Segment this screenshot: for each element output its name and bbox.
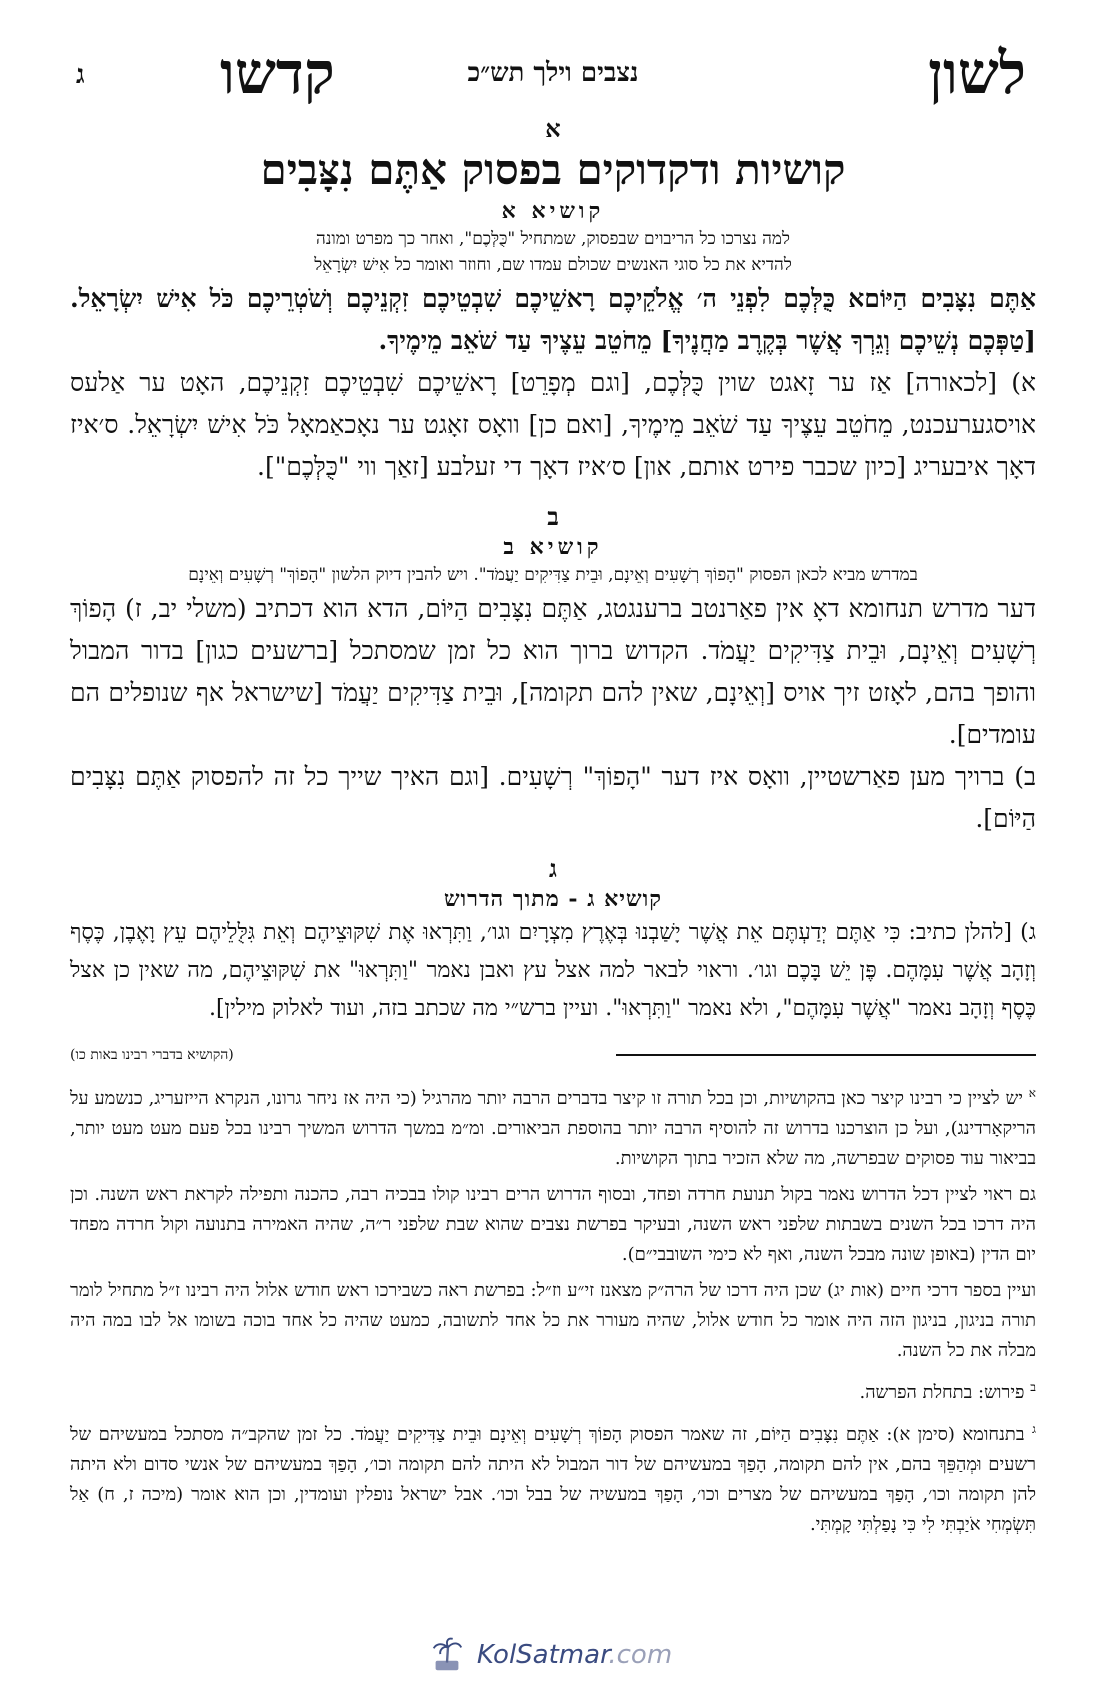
kushya-a-line2: להדיא את כל סוגי האנשים שכולם עמדו שם, וחוזר ואומר כל אִישׁ יִשְׂרָאֵל [314, 255, 792, 275]
header-parsha: נצבים וילך תש״כ [467, 58, 639, 88]
footnote-b-mark: ב [1030, 1380, 1036, 1394]
paragraph-c [70, 914, 1036, 1063]
section-a-letter: א [545, 114, 561, 143]
kushya-b-line: במדרש מביא לכאן הפסוק "הָפוֹךְ רְשָׁעִים וְאֵינָם, וּבֵית צַדִּיקִים יַעֲמֹד". ויש להבין דיוק הלשון "הָפוֹךְ" רְשָׁעִים וְאֵינָם [188, 565, 918, 585]
kushya-b-title: קושיא ב [503, 534, 603, 560]
paragraph-a: א) [לכאורה] אַז ער זָאגט שוין כֻּלְּכֶם, [וגם מְפָרֵט] רָאשֵׁיכֶם שִׁבְטֵיכֶם זִקְנֵיכֶם, האָט ער אַלעס אויסגערעכנט, מֵחֹטֵב עֵצֶיךָ עַד שֹׁאֵב מֵימֶיךָ, [ואם כן] וואָס זאָגט ער נאָכאַמאָל כֹּל אִישׁ יִשְׂרָאֵל. ס׳איז דאָך איבעריג [כיון שכבר פירט אותם, און] ס׳איז דאָך די זעלבע [זאַך ווי "כֻּלְּכֶם"]. [70, 368, 1036, 481]
footnote-b-text: פירוש: בתחלת הפרשה. [859, 1382, 1025, 1403]
pasuk-text: אַתֶּם נִצָּבִים הַיּוֹםא כֻּלְּכֶם לִפְנֵי ה׳ אֱלֹקֵיכֶם רָאשֵׁיכֶם שִׁבְטֵיכֶם זִקְנֵיכֶם וְשֹׁטְרֵיכֶם כֹּל אִישׁ יִשְׂרָאֵל. [טַפְּכֶם נְשֵׁיכֶם וְגֵרְךָ אֲשֶׁר בְּקֶרֶב מַחֲנֶיךָ] מֵחֹטֵב עֵצֶיךָ עַד שֹׁאֵב מֵימֶיךָ. [70, 284, 1036, 355]
palm-tree-icon [428, 1636, 466, 1674]
main-title: קושיות ודקדוקים בפסוק אַתֶּם נִצָּבִים [260, 145, 846, 194]
kushya-c-title: קושיא ג - מתוך הדרוש [443, 886, 663, 912]
header-right-word: לשון [928, 41, 1026, 106]
paragraph-c-text: ג) [להלן כתיב: כִּי אַתֶּם יְדַעְתֶּם אֵת אֲשֶׁר יָשַׁבְנוּ בְּאֶרֶץ מִצְרָיִם וגו׳, וַתִּרְאוּ אֶת שִׁקּוּצֵיהֶם וְאֵת גִּלֻּלֵיהֶם עֵץ וָאֶבֶן, כֶּסֶף וְזָהָב אֲשֶׁר עִמָּהֶם. פֶּן יֵשׁ בָּכֶם וגו׳. וראוי לבאר למה אצל עץ ואבן נאמר "וַתִּרְאוּ" את שִׁקּוּצֵיהֶם, מה שאין כן אצל כֶּסֶף וְזָהָב נאמר "אֲשֶׁר עִמָּהֶם", ולא נאמר "וַתִּרְאוּ". ועיין ברש״י מה שכתב בזה, ועוד לאלוק מילין]. [70, 920, 1036, 1021]
kushya-a-line1: למה נצרכו כל הריבוים שבפסוק, שמתחיל "כֻּלְּכֶם", ואחר כך מפרט ומונה [316, 229, 790, 249]
footnote-c [70, 1414, 1036, 1540]
footnote-a-3: ועיין בספר דרכי חיים (אות יג) שכן היה דרכו של הרה״ק מצאנז זי״ע וז״ל: בפרשת ראה כשבירכו ראש חודש אלול היה רבינו ז״ל מתחיל לומר תורה בניגון, בניגון הזה היה אומר כל חודש אלול, שהיה מעורר את כל אחד לתשובה, כמעט שהיה כל אחד בוכה בשומו אל לבו במה היה מבלה את כל השנה. [70, 1280, 1036, 1361]
page-number: ג [76, 60, 85, 90]
document-page [70, 30, 1036, 1546]
paragraph-b1: דער מדרש תנחומא דאָ אין פאַרנטב ברענגטג, אַתֶּם נִצָּבִים הַיּוֹם, הדא הוא דכתיב (משלי יב, ז) הָפוֹךְ רְשָׁעִים וְאֵינָם, וּבֵית צַדִּיקִים יַעֲמֹד. הקדוש ברוך הוא כל זמן שמסתכל [ברשעים כגון] בדור המבול והופך בהם, לאָזט זיך אויס [וְאֵינָם, שאין להם תקומה], וּבֵית צַדִּיקִים יַעֲמֹד [שישראל אף שנופלים הם עומדים]. [70, 594, 1036, 749]
section-c-letter: ג [549, 854, 557, 883]
logo-brand [477, 1640, 672, 1670]
page-header [70, 30, 1036, 110]
footnote-a-mark: א [1028, 1086, 1036, 1100]
header-left-word: קדשו [220, 41, 335, 106]
footnote-a-2: גם ראוי לציין דכל הדרוש נאמר בקול תנועת חרדה ופחד, ובסוף הדרוש הרים רבינו קולו בבכיה רבה, כהכנה ותפילה לקראת ראש השנה. וכן היה דרכו בכל השנים בשבתות שלפני ראש השנה, ובעיקר בפרשת נצבים שהוא שבת שלפני ר״ה, שהיה האמירה בתנועה וקול חרדה מפחד יום הדין (באופן שונה מבכל השנה, ואף לא כימי השובבי״ם). [70, 1184, 1036, 1265]
logo-domain-text: .com [608, 1640, 673, 1670]
kushya-a-title: קושיא א [501, 198, 605, 224]
footnote-b [70, 1372, 1036, 1408]
footnote-divider [616, 1054, 1036, 1056]
footnote-a-1-text: יש לציין כי רבינו קיצר כאן בהקושיות, וכן בכל תורה זו קיצר בדברים הרבה יותר מהרגיל (כי היה אז ניחר גרונו, הנקרא הייזעריג, כנשמע על הריקאָרדינג), ועל כן הוצרכנו בדרוש זה להוסיף הרבה יותר בהוספת הביאורים. ומ״מ במשך הדרוש המשיך רבינו בכל פעם מעט מעט יותר, בביאור עוד פסוקים שבפרשה, מה שלא הזכיר בתוך הקושיות. [70, 1088, 1036, 1169]
logo-brand-text: KolSatmar [476, 1640, 609, 1670]
site-logo[interactable] [0, 1636, 1100, 1674]
paragraph-b2: ב) ברויך מען פאַרשטיין, וואָס איז דער "הָפוֹךְ" רְשָׁעִים. [וגם האיך שייך כל זה להפסוק אַתֶּם נִצָּבִים הַיּוֹם]. [70, 762, 1036, 833]
footnote-c-mark: ג [1032, 1422, 1036, 1436]
paragraph-c-note: (הקושיא בדברי רבינו באות כו) [70, 1047, 234, 1063]
footnote-a-1 [70, 1078, 1036, 1174]
footnote-c-text: בתנחומא (סימן א): אַתֶּם נִצָּבִים הַיּוֹם, זה שאמר הפסוק הָפוֹךְ רְשָׁעִים וְאֵינָם וּבֵית צַדִּיקִים יַעֲמֹד. כל זמן שהקב״ה מסתכל במעשיהם של רשעים וּמְהַפֵּךְ בהם, אין להם תקומה, הָפַךְ במעשיהם של דור המבול לא היתה להם תקומה וכו׳, הָפַךְ במעשיהם של אנשי סדום ולא היתה להן תקומה וכו׳, הָפַךְ במעשיהם של מצרים וכו׳, הָפַךְ במעשיה של בבל וכו׳. אבל ישראל נופלין ועומדין, וכן הוא אומר (מיכה ז, ח) אַל תִּשְׂמְחִי אֹיַבְתִּי לִי כִּי נָפַלְתִּי קָמְתִּי. [70, 1424, 1036, 1535]
section-b-letter: ב [547, 502, 559, 531]
